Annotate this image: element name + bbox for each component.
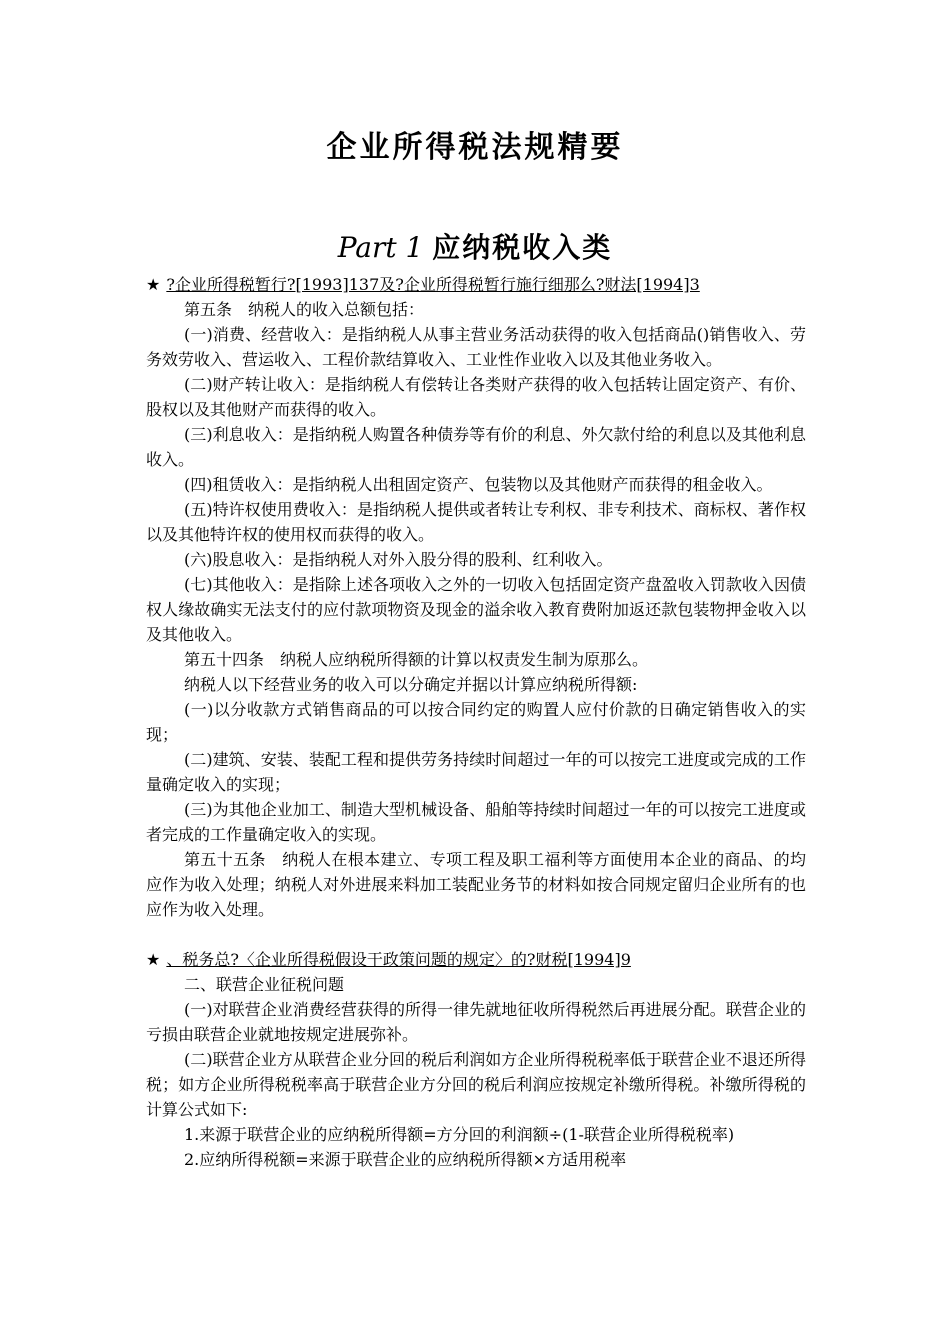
income-item-3: (三)利息收入：是指纳税人购置各种债券等有价的利息、外欠款付给的利息以及其他利息收入。 bbox=[146, 425, 806, 469]
article-54-item-3: (三)为其他企业加工、制造大型机械设备、船舶等持续时间超过一年的可以按完工进度或者完成的工作量确定收入的实现。 bbox=[146, 800, 806, 844]
article-54-intro: 纳税人以下经营业务的收入可以分确定并据以计算应纳税所得额: bbox=[184, 675, 638, 694]
section1-heading-text: ?企业所得税暂行?[1993]137及?企业所得税暂行施行细那么?财法[1994]3 bbox=[166, 275, 700, 294]
formula-1: 1.来源于联营企业的应纳税所得额=方分回的利润额÷(1-联营企业所得税税率) bbox=[184, 1125, 735, 1144]
income-item-1: (一)消费、经营收入：是指纳税人从事主营业务活动获得的收入包括商品()销售收入、劳务效劳收入、营运收入、工程价款结算收入、工业性作业收入以及其他业务收入。 bbox=[146, 325, 806, 369]
article-5-intro: 第五条 纳税人的收入总额包括： bbox=[184, 300, 425, 319]
part-title bbox=[0, 228, 950, 268]
section2-heading bbox=[146, 947, 806, 972]
joint-venture-item-2: (二)联营企业方从联营企业分回的税后利润如方企业所得税税率低于联营企业不退还所得税；如方企业所得税税率高于联营企业方分回的税后利润应按规定补缴所得税。补缴所得税的计算公式如下: bbox=[146, 1050, 806, 1119]
joint-venture-heading: 二、联营企业征税问题 bbox=[184, 975, 345, 994]
document-body bbox=[146, 272, 806, 1172]
joint-venture-item-1: (一)对联营企业消费经营获得的所得一律先就地征收所得税然后再进展分配。联营企业的亏损由联营企业就地按规定进展弥补。 bbox=[146, 1000, 806, 1044]
article-54: 第五十四条 纳税人应纳税所得额的计算以权责发生制为原那么。 bbox=[184, 650, 649, 669]
income-item-7: (七)其他收入：是指除上述各项收入之外的一切收入包括固定资产盘盈收入罚款收入因债权人缘故确实无法支付的应付款项物资及现金的溢余收入教育费附加返还款包装物押金收入以及其他收入。 bbox=[146, 575, 806, 644]
article-54-item-2: (二)建筑、安装、装配工程和提供劳务持续时间超过一年的可以按完工进度或完成的工作量确定收入的实现； bbox=[146, 750, 806, 794]
star-icon: ★ bbox=[146, 275, 161, 294]
part-label: Part 1 bbox=[337, 231, 424, 264]
star-icon: ★ bbox=[146, 950, 161, 969]
income-item-2: (二)财产转让收入：是指纳税人有偿转让各类财产获得的收入包括转让固定资产、有价、股权以及其他财产而获得的收入。 bbox=[146, 375, 806, 419]
part-name: 应纳税收入类 bbox=[432, 231, 613, 264]
article-54-item-1: (一)以分收款方式销售商品的可以按合同约定的购置人应付价款的日确定销售收入的实现； bbox=[146, 700, 806, 744]
income-item-4: (四)租赁收入：是指纳税人出租固定资产、包装物以及其他财产而获得的租金收入。 bbox=[184, 475, 773, 494]
income-item-5: (五)特许权使用费收入：是指纳税人提供或者转让专利权、非专利技术、商标权、著作权以及其他特许权的使用权而获得的收入。 bbox=[146, 500, 806, 544]
section2-heading-text: 、税务总?〈企业所得税假设干政策问题的规定〉的?财税[1994]9 bbox=[166, 950, 631, 969]
section1-heading bbox=[146, 272, 806, 297]
section-spacer bbox=[146, 922, 806, 947]
income-item-6: (六)股息收入：是指纳税人对外入股分得的股利、红利收入。 bbox=[184, 550, 613, 569]
article-55: 第五十五条 纳税人在根本建立、专项工程及职工福利等方面使用本企业的商品、的均应作为收入处理；纳税人对外进展来料加工装配业务节的材料如按合同规定留归企业所有的也应作为收入处理。 bbox=[146, 850, 806, 919]
document-title: 企业所得税法规精要 bbox=[326, 130, 624, 165]
formula-2: 2.应纳所得税额=来源于联营企业的应纳税所得额×方适用税率 bbox=[184, 1150, 627, 1169]
